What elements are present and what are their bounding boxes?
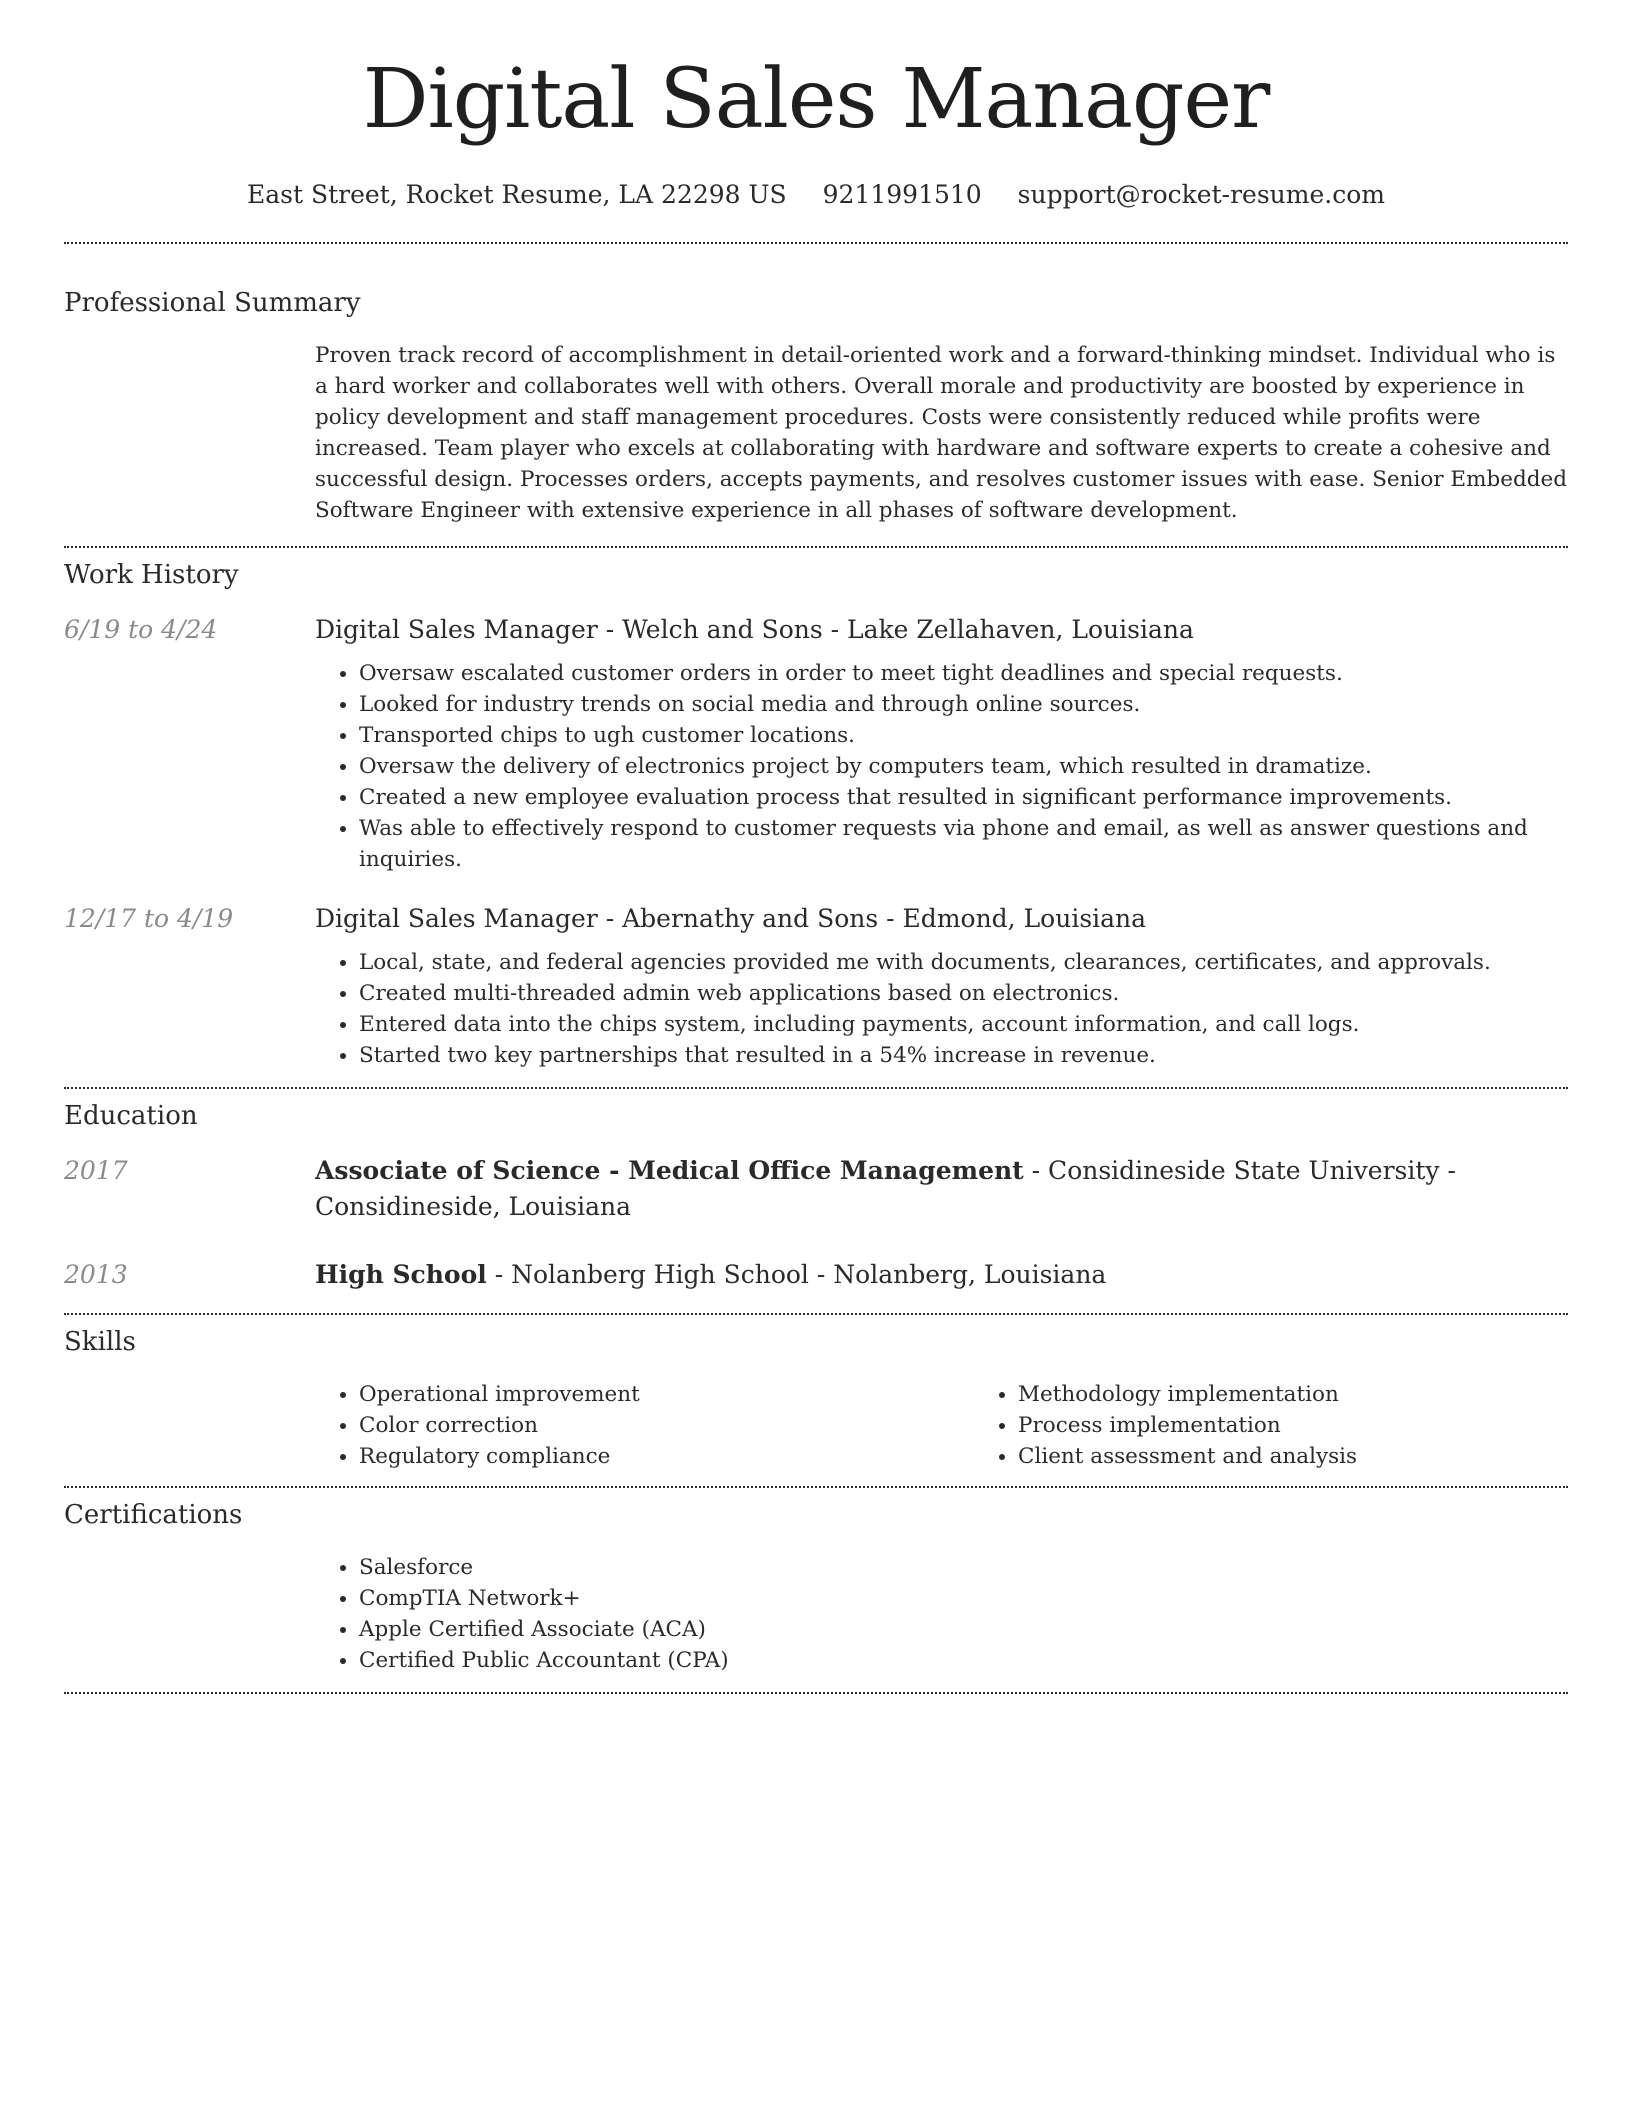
- divider: [64, 1313, 1568, 1315]
- list-item: • Certified Public Accountant (CPA): [359, 1645, 1568, 1676]
- skills-grid: [315, 1379, 1568, 1472]
- skills-section: [64, 1325, 1568, 1472]
- divider: [64, 242, 1568, 244]
- resume-page: [64, 0, 1568, 1694]
- section-title-education: Education: [64, 1101, 198, 1131]
- list-item: • Entered data into the chips system, including payments, account information, and call logs.: [359, 1009, 1568, 1040]
- certifications-section: [64, 1498, 1568, 1676]
- job-bullets: [315, 947, 1568, 1071]
- job-entry: [64, 612, 1568, 875]
- contact-email: support@rocket-resume.com: [1017, 180, 1385, 209]
- list-item: • Client assessment and analysis: [1018, 1441, 1632, 1472]
- list-item: • Oversaw escalated customer orders in order to meet tight deadlines and special requests.: [359, 658, 1568, 689]
- list-item: • Color correction: [359, 1410, 974, 1441]
- summary-text: Proven track record of accomplishment in detail-oriented work and a forward-thinking mindset. Individual who is a hard worker and collaborates well with others. Overall morale and productivity are boosted by experience in policy development and staff management procedures. Costs were consistently reduced while profits were increased. Team player who excels at collaborating with hardware and software experts to create a cohesive and successful design. Processes orders, accepts payments, and resolves customer issues with ease. Senior Embedded Software Engineer with extensive experience in all phases of software development.: [315, 343, 1568, 523]
- job-bullets: [315, 658, 1568, 875]
- education-entry: [64, 1257, 1568, 1293]
- list-item: • Was able to effectively respond to customer requests via phone and email, as well as answer questions and inquiries.: [359, 813, 1568, 875]
- contact-line: [64, 178, 1568, 212]
- education-year: 2013: [64, 1260, 128, 1289]
- divider: [64, 546, 1568, 548]
- divider: [64, 1486, 1568, 1488]
- job-dates: 12/17 to 4/19: [64, 904, 234, 933]
- education-school: - Nolanberg High School - Nolanberg, Louisiana: [486, 1260, 1107, 1289]
- section-title-skills: Skills: [64, 1327, 136, 1357]
- education-degree: High School: [315, 1260, 487, 1289]
- list-item: • Regulatory compliance: [359, 1441, 974, 1472]
- divider: [64, 1087, 1568, 1089]
- job-title: Digital Sales Manager - Welch and Sons - Lake Zellahaven, Louisiana: [315, 615, 1194, 644]
- list-item: • Local, state, and federal agencies provided me with documents, clearances, certificates, and approvals.: [359, 947, 1568, 978]
- list-item: • Salesforce: [359, 1552, 1568, 1583]
- education-year: 2017: [64, 1156, 128, 1185]
- list-item: • Methodology implementation: [1018, 1379, 1632, 1410]
- list-item: • Apple Certified Associate (ACA): [359, 1614, 1568, 1645]
- list-item: • Oversaw the delivery of electronics project by computers team, which resulted in dramatize.: [359, 751, 1568, 782]
- skills-list-right: [974, 1379, 1632, 1472]
- section-title-certifications: Certifications: [64, 1500, 243, 1530]
- job-title: Digital Sales Manager - Abernathy and Sons - Edmond, Louisiana: [315, 904, 1147, 933]
- education-degree: Associate of Science - Medical Office Management: [315, 1156, 1024, 1185]
- list-item: • Started two key partnerships that resulted in a 54% increase in revenue.: [359, 1040, 1568, 1071]
- divider: [64, 1692, 1568, 1694]
- job-entry: [64, 901, 1568, 1071]
- list-item: • Transported chips to ugh customer locations.: [359, 720, 1568, 751]
- certifications-list: [315, 1552, 1568, 1676]
- list-item: • CompTIA Network+: [359, 1583, 1568, 1614]
- education-school: - Considineside State University - Considineside, Louisiana: [315, 1156, 1456, 1221]
- skills-list-left: [315, 1379, 974, 1472]
- resume-name: Digital Sales Manager: [362, 52, 1270, 147]
- list-item: • Process implementation: [1018, 1410, 1632, 1441]
- education-section: [64, 1099, 1568, 1293]
- summary-section: [64, 286, 1568, 526]
- contact-address: East Street, Rocket Resume, LA 22298 US: [247, 180, 787, 209]
- work-section: [64, 558, 1568, 1071]
- section-title-summary: Professional Summary: [64, 288, 361, 318]
- list-item: • Created multi-threaded admin web applications based on electronics.: [359, 978, 1568, 1009]
- list-item: • Created a new employee evaluation process that resulted in significant performance improvements.: [359, 782, 1568, 813]
- list-item: • Looked for industry trends on social media and through online sources.: [359, 689, 1568, 720]
- education-entry: [64, 1153, 1568, 1225]
- list-item: • Operational improvement: [359, 1379, 974, 1410]
- section-title-work: Work History: [64, 560, 239, 590]
- job-dates: 6/19 to 4/24: [64, 615, 218, 644]
- contact-phone: 9211991510: [822, 180, 982, 209]
